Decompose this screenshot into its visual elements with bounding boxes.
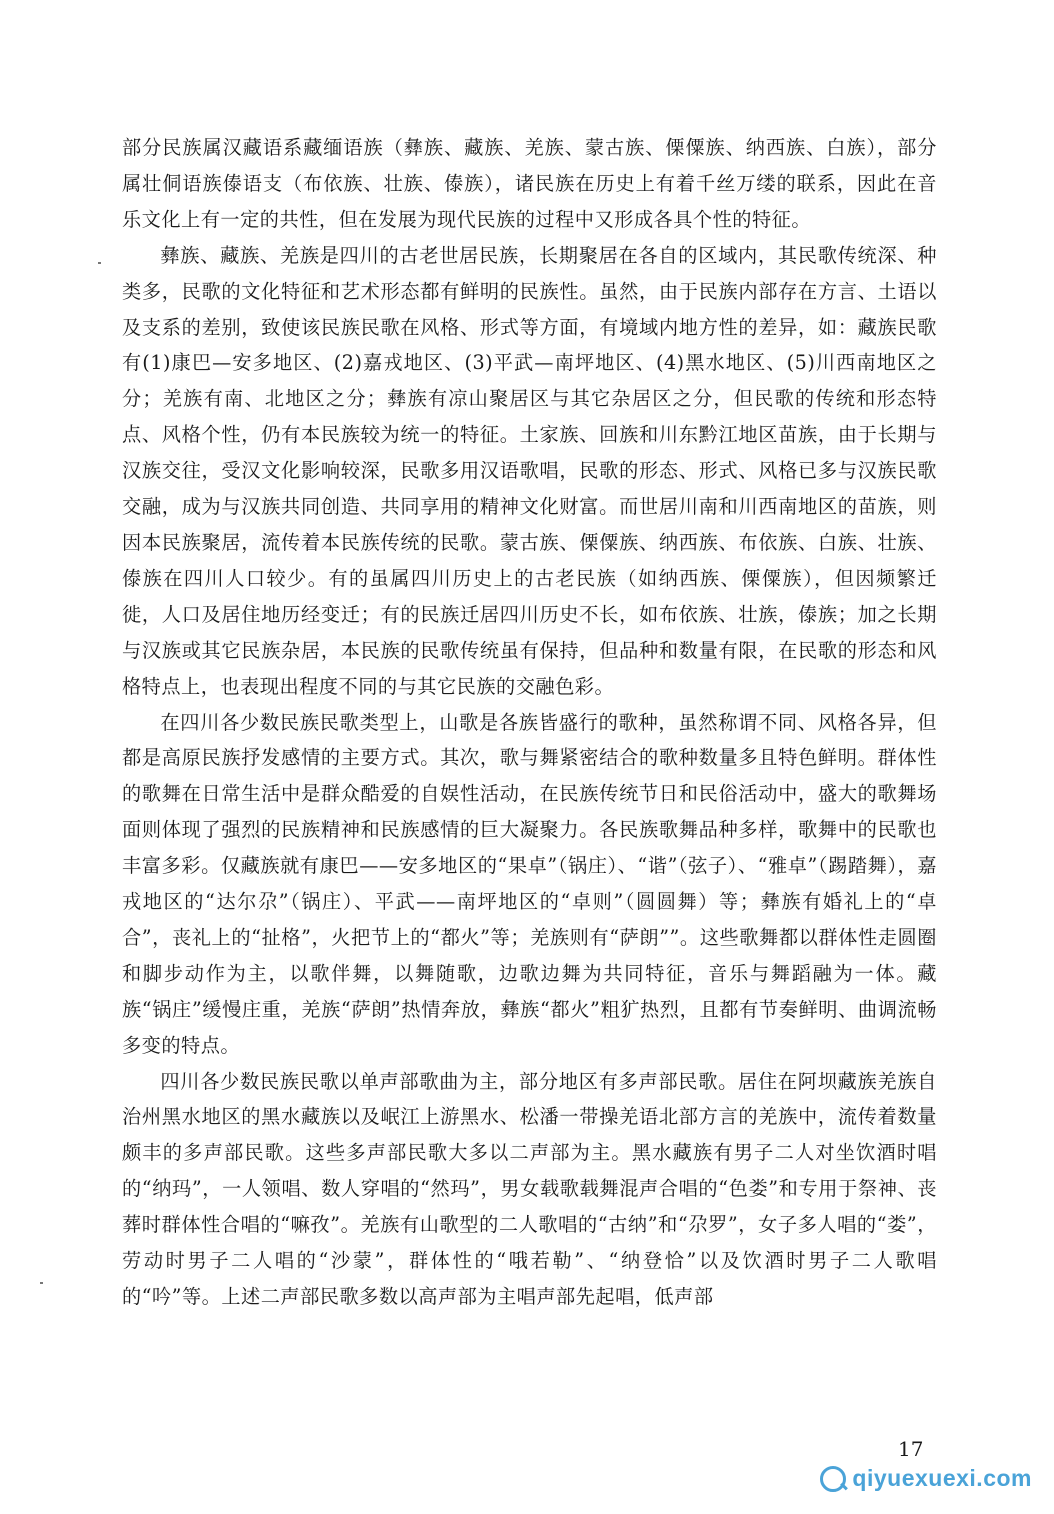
q-logo-icon: [820, 1466, 846, 1492]
paragraph-4: 四川各少数民族民歌以单声部歌曲为主，部分地区有多声部民歌。居住在阿坝藏族羌族自治州黑水地区的黑水藏族以及岷江上游黑水、松潘一带操羌语北部方言的羌族中，流传着数量颇丰的多声部民歌。这些多声部民歌大多以二声部为主。黑水藏族有男子二人对坐饮酒时唱的“纳玛”，一人领唱、数人穿唱的“然玛”，男女载歌载舞混声合唱的“色娄”和专用于祭神、丧葬时群体性合唱的“嘛孜”。羌族有山歌型的二人歌唱的“古纳”和“尕罗”，女子多人唱的“娄”，劳动时男子二人唱的“沙蒙”，群体性的“哦若勒”、“纳登恰”以及饮酒时男子二人歌唱的“吟”等。上述二声部民歌多数以高声部为主唱声部先起唱，低声部: [122, 1069, 937, 1308]
paragraph-3: 在四川各少数民族民歌类型上，山歌是各族皆盛行的歌种，虽然称谓不同、风格各异，但都是高原民族抒发感情的主要方式。其次，歌与舞紧密结合的歌种数量多且特色鲜明。群体性的歌舞在日常生活中是群众酷爱的自娱性活动，在民族传统节日和民俗活动中，盛大的歌舞场面则体现了强烈的民族精神和民族感情的巨大凝聚力。各民族歌舞品种多样，歌舞中的民歌也丰富多彩。仅藏族就有康巴——安多地区的“果卓”（锅庄）、“谐”（弦子）、“雅卓”（踢踏舞），嘉戎地区的“达尔尕”（锅庄）、平武——南坪地区的“卓则”（圆圆舞）等；彝族有婚礼上的“卓合”，丧礼上的“扯格”，火把节上的“都火”等；羌族则有“萨朗””。这些歌舞都以群体性走圆圈和脚步动作为主，以歌伴舞，以舞随歌，边歌边舞为共同特征，音乐与舞蹈融为一体。藏族“锅庄”缓慢庄重，羌族“萨朗”热情奔放，彝族“都火”粗犷热烈，且都有节奏鲜明、曲调流畅多变的特点。: [122, 710, 937, 1057]
page-body: [122, 130, 937, 1315]
watermark-logo: [820, 1465, 1032, 1492]
watermark-text: qiyuexuexi.com: [852, 1465, 1032, 1491]
paragraph-1: 部分民族属汉藏语系藏缅语族（彝族、藏族、羌族、蒙古族、傈僳族、纳西族、白族），部分属壮侗语族傣语支（布依族、壮族、傣族），诸民族在历史上有着千丝万缕的联系，因此在音乐文化上有一定的共性，但在发展为现代民族的过程中又形成各具个性的特征。: [122, 136, 937, 231]
page-number: 17: [898, 1437, 924, 1461]
scan-speck: [98, 262, 101, 264]
paragraph-2: 彝族、藏族、羌族是四川的古老世居民族，长期聚居在各自的区域内，其民歌传统深、种类多，民歌的文化特征和艺术形态都有鲜明的民族性。虽然，由于民族内部存在方言、土语以及支系的差别，致使该民族民歌在风格、形式等方面，有境域内地方性的差异，如：藏族民歌有(1)康巴—安多地区、(2)嘉戎地区、(3)平武—南坪地区、(4)黑水地区、(5)川西南地区之分；羌族有南、北地区之分；彝族有凉山聚居区与其它杂居区之分，但民歌的传统和形态特点、风格个性，仍有本民族较为统一的特征。土家族、回族和川东黔江地区苗族，由于长期与汉族交往，受汉文化影响较深，民歌多用汉语歌唱，民歌的形态、形式、风格已多与汉族民歌交融，成为与汉族共同创造、共同享用的精神文化财富。而世居川南和川西南地区的苗族，则因本民族聚居，流传着本民族传统的民歌。蒙古族、傈僳族、纳西族、布依族、白族、壮族、傣族在四川人口较少。有的虽属四川历史上的古老民族（如纳西族、傈僳族），但因频繁迁徙，人口及居住地历经变迁；有的民族迁居四川历史不长，如布依族、壮族，傣族；加之长期与汉族或其它民族杂居，本民族的民歌传统虽有保持，但品种和数量有限，在民歌的形态和风格特点上，也表现出程度不同的与其它民族的交融色彩。: [122, 243, 937, 698]
scan-speck: [40, 1282, 43, 1284]
